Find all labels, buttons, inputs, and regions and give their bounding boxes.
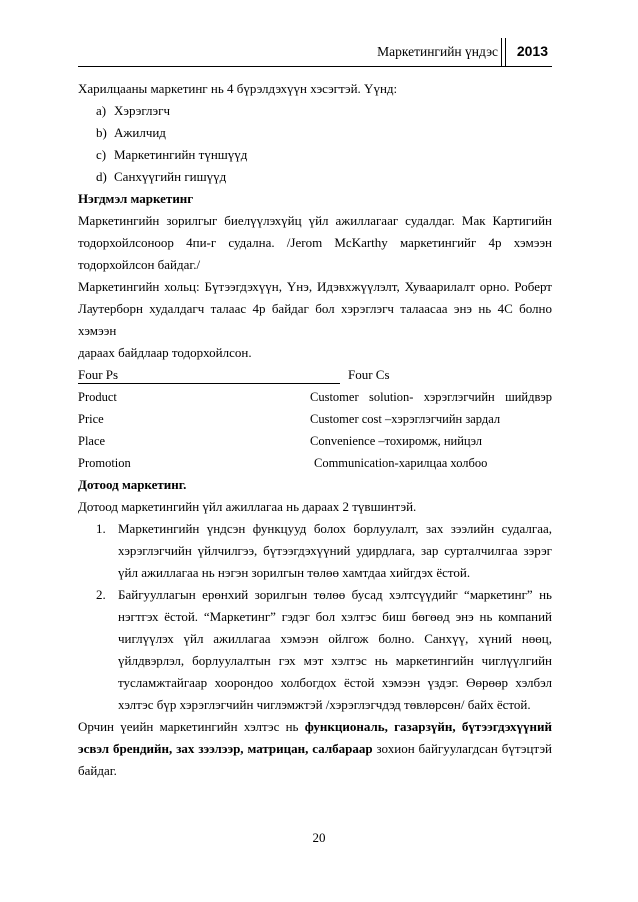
four-cs-header: Four Cs — [348, 367, 390, 382]
four-ps-header: Four Ps — [78, 367, 119, 382]
closing-paragraph: Орчин үеийн маркетингийн хэлтэс нь функциональ, газарзүйн, бүтээгдэхүүний эсвэл брендийн, зах зээлээр, матрицан, салбараар зохион байгуулагдсан бүтэцтэй байдаг. — [78, 719, 552, 778]
list-item: b) Ажилчид — [96, 125, 166, 140]
integrated-line-1: Маркетингийн зорилгыг биелүүлэхүйц үйл ажиллагааг судалдаг. Мак Картигийн — [78, 213, 552, 228]
intro-paragraph: Харилцааны маркетинг нь 4 бүрэлдэхүүн хэсэгтэй. Үүнд: — [78, 81, 398, 96]
integrated-line-3: тодорхойлсон байдаг./ — [78, 257, 201, 272]
page-number: 20 — [312, 830, 326, 845]
list-item: a) Хэрэглэгч — [96, 103, 170, 118]
header-title: Маркетингийн үндэс — [377, 44, 498, 59]
table-row: Price Customer cost –хэрэглэгчийн зардал — [78, 412, 501, 426]
structure-types: функциональ, газарзүйн, бүтээгдэхүүний эсвэл брендийн, зах зээлээр, матрицан, салбараар — [78, 719, 552, 756]
table-row: Place Convenience –тохиромж, нийцэл — [78, 434, 482, 448]
page-header — [78, 38, 552, 67]
components-list — [78, 100, 552, 188]
page-content — [78, 78, 552, 782]
internal-heading: Дотоод маркетинг. — [78, 477, 187, 492]
mix-line-2: Лаутерборн худалдагч талаас 4р байдаг бол хэрэглэгч талаасаа энэ нь 4С болно хэмээн — [78, 301, 552, 338]
mix-line-1: Маркетингийн хольц: Бүтээгдэхүүн, Үнэ, Идэвхжүүлэлт, Хуваарилалт орно. Роберт — [78, 279, 552, 294]
table-row: Promotion Communication-харилцаа холбоо — [78, 456, 488, 470]
internal-intro: Дотоод маркетингийн үйл ажиллагаа нь дараах 2 түвшинтэй. — [78, 499, 417, 514]
list-item: 2. Байгууллагын ерөнхий зорилгын төлөө бусад хэлтсүүдийг “маркетинг” нь нэгтгэх ёстой. “Маркетинг” гэдэг бол хэлтэс биш бөгөөд энэ нь компаний чиглүүлэх үйл ажиллагаа хэмээн ойлгож болно. Санхүү, хүний нөөц, үйлдвэрлэл, борлуулалтын гэх мэт хэлтэс нь маркетингийн чиглүүлгийн тусламжтайгаар хоорондоо холбогдох ёстой хэмээн үздэг. Өөрөөр хэлбэл хэлтэс бүр хэрэглэгчийн чиглэмжтэй /хэрэглэгчдэд төвлөрсөн/ байх ёстой. — [96, 587, 552, 712]
comparison-header — [78, 364, 552, 386]
internal-levels-list — [78, 518, 552, 716]
header-year: 2013 — [516, 43, 548, 59]
list-item: 1. Маркетингийн үндсэн функцууд болох борлуулалт, зах зээлийн судалгаа, хэрэглэгчийн үйлчилгээ, бүтээгдэхүүний удирдлага, зар сурталчилгаа зэрэг үйл ажиллагаа нь нэгэн зорилгын төлөө хамтдаа хийгдэх ёстой. — [96, 521, 552, 580]
integrated-line-2: тодорхойлсоноор 4пи-г судална. /Jerom McKarthy маркетингийг 4р хэмээн — [78, 235, 552, 250]
mix-line-3: дараах байдлаар тодорхойлсон. — [78, 345, 252, 360]
table-row: Product Customer solution- хэрэглэгчийн шийдвэр — [78, 390, 552, 404]
list-item: d) Санхүүгийн гишүүд — [96, 169, 227, 184]
integrated-heading: Нэгдмэл маркетинг — [78, 191, 194, 206]
header-separator — [501, 38, 506, 66]
list-item: c) Маркетингийн түншүүд — [96, 147, 248, 162]
